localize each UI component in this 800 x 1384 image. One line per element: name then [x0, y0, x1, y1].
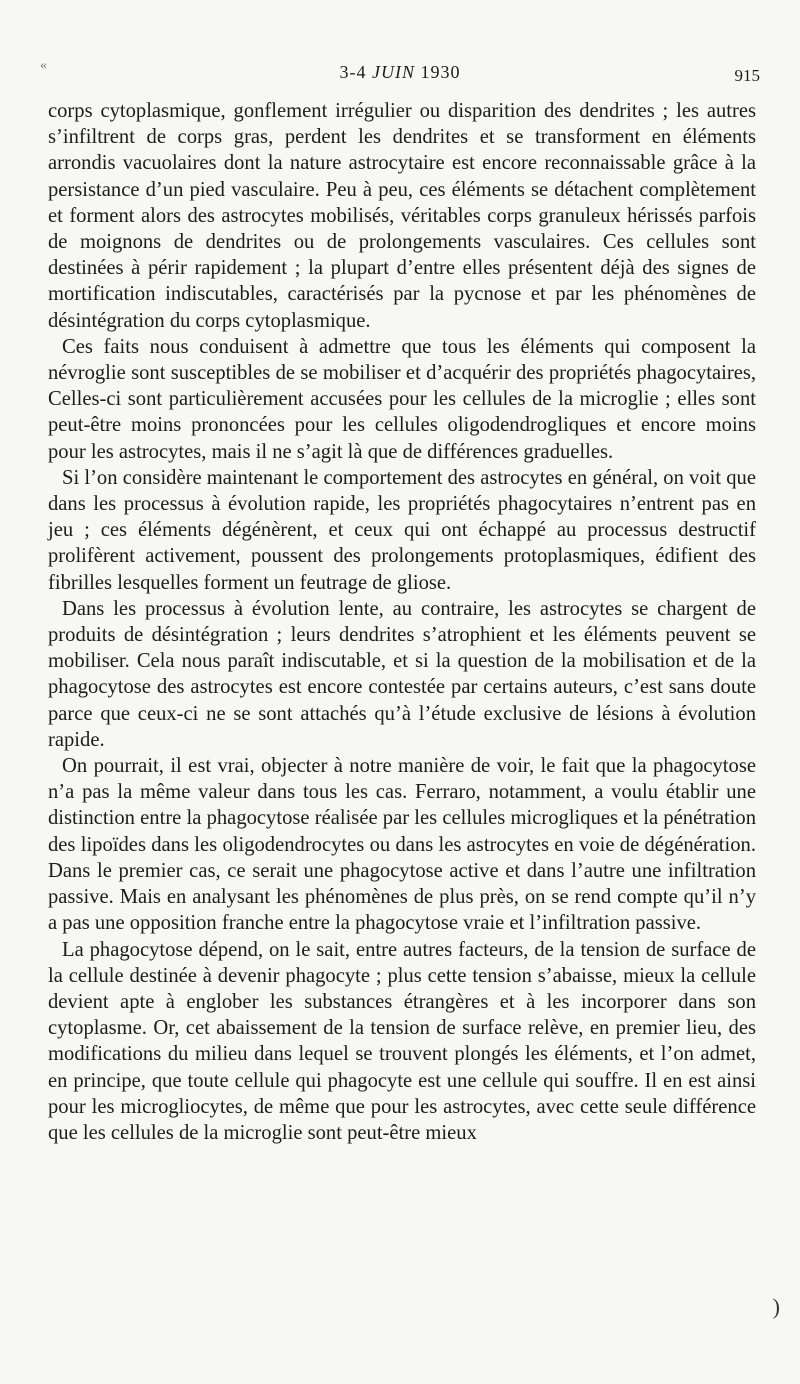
paragraph: La phagocytose dépend, on le sait, entre autres facteurs, de la tension de surface de la cellule destinée à devenir phagocyte ; plus cette tension s’abaisse, mieux la cellule devient apte à englober les substances étrangères et à les incorporer dans son cytoplasme. Or, cet abaissement de la tension de surface relève, en premier lieu, des modifications du milieu dans lequel se trouvent plongés les éléments, et l’on admet, en principe, que toute cellule qui phagocyte est une cellule qui souffre. Il en est ainsi pour les microgliocytes, de même que pour les astrocytes, avec cette seule différence que les cellules de la microglie sont peut-être mieux	[48, 938, 756, 1144]
margin-mark: )	[772, 1294, 780, 1319]
page-number: 915	[734, 66, 760, 85]
running-header	[40, 58, 760, 88]
stray-mark: «	[40, 58, 47, 73]
date-year: 1930	[420, 62, 461, 82]
paragraph: Dans les processus à évolution lente, au contraire, les astrocytes se chargent de produits de désintégration ; leurs dendrites s’atrophient et les éléments peuvent se mobiliser. Cela nous paraît indiscutable, et si la question de la mobilisation et de la phagocytose des astrocytes est encore contestée par certains auteurs, c’est sans doute parce que ceux-ci ne se sont attachés qu’à l’étude exclusive de lésions à évolution rapide.	[48, 597, 756, 751]
paragraph: corps cytoplasmique, gonflement irrégulier ou disparition des dendrites ; les autres s’infiltrent de corps gras, perdent les dendrites et se transforment en éléments arrondis vacuolaires dont la nature astrocytaire est encore reconnaissable grâce à la persistance d’un pied vasculaire. Peu à peu, ces éléments se détachent complètement et forment alors des astrocytes mobilisés, véritables corps granuleux hérissés parfois de moignons de dendrites ou de prolongements vasculaires. Ces cellules sont destinées à périr rapidement ; la plupart d’entre elles présentent déjà des signes de mortification indiscutables, caractérisés par la pycnose et par les phénomènes de désintégration du corps cytoplasmique.	[48, 100, 756, 332]
header-date	[40, 62, 760, 83]
paragraph: Ces faits nous conduisent à admettre que tous les éléments qui composent la névroglie sont susceptibles de se mobiliser et d’acquérir des propriétés phagocytaires, Celles-ci sont particulièrement accusées pour les cellules de la microglie ; elles sont peut-être moins prononcées pour les cellules oligodendrogliques et encore moins pour les astrocytes, mais il ne s’agit là que de différences graduelles.	[48, 335, 756, 463]
body-text	[48, 98, 756, 1146]
date-month: JUIN	[372, 62, 415, 82]
paragraph: Si l’on considère maintenant le comportement des astrocytes en général, on voit que dans les processus à évolution rapide, les propriétés phagocytaires n’entrent pas en jeu ; ces éléments dégénèrent, et ceux qui ont échappé au processus destructif prolifèrent activement, poussent des prolongements protoplasmiques, édifient des fibrilles lesquelles forment un feutrage de gliose.	[48, 466, 756, 594]
date-day: 3-4	[339, 62, 367, 82]
paragraph: On pourrait, il est vrai, objecter à notre manière de voir, le fait que la phagocytose n’a pas la même valeur dans tous les cas. Ferraro, notamment, a voulu établir une distinction entre la phagocytose réalisée par les cellules microgliques et la pénétration des lipoïdes dans les oligodendrocytes ou dans les astrocytes en voie de dégénération. Dans le premier cas, ce serait une phagocytose active et dans l’autre une infiltration passive. Mais en analysant les phénomènes de plus près, on se rend compte qu’il n’y a pas une opposition franche entre la phagocytose vraie et l’infiltration passive.	[48, 755, 756, 935]
